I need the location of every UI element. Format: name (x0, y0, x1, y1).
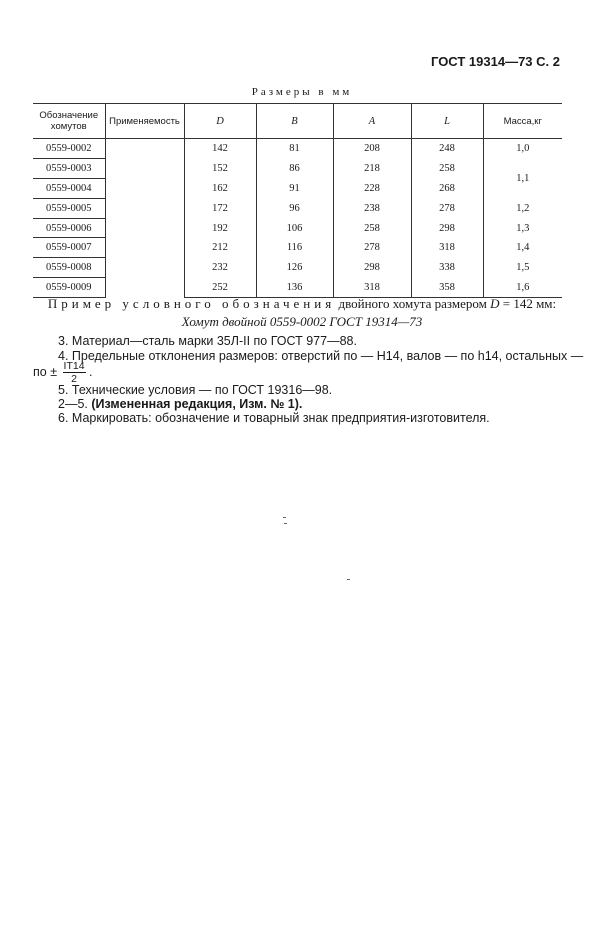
cell-d: 162 (184, 178, 256, 198)
cell-mass: 1,5 (483, 258, 562, 278)
cell-l: 298 (411, 218, 483, 238)
cell-b: 136 (256, 278, 333, 298)
scan-speck (283, 517, 286, 518)
cell-mass: 1,2 (483, 198, 562, 218)
cell-b: 91 (256, 178, 333, 198)
cell-designation: 0559-0007 (33, 238, 105, 258)
cell-designation: 0559-0003 (33, 158, 105, 178)
cell-a: 258 (333, 218, 411, 238)
revision-note: (Измененная редакция, Изм. № 1). (91, 397, 303, 411)
cell-a: 228 (333, 178, 411, 198)
cell-b: 126 (256, 258, 333, 278)
cell-l: 248 (411, 139, 483, 159)
example-variable: D (490, 296, 500, 311)
dimensions-table (33, 103, 562, 298)
cell-mass: 1,1 (483, 158, 562, 198)
example-value: = 142 мм: (502, 296, 557, 311)
cell-designation: 0559-0005 (33, 198, 105, 218)
scan-speck (347, 579, 350, 580)
page-header: ГОСТ 19314—73 С. 2 (431, 54, 560, 69)
example-designation: Хомут двойной 0559-0002 ГОСТ 19314—73 (181, 314, 423, 329)
cell-l: 258 (411, 158, 483, 178)
cell-b: 106 (256, 218, 333, 238)
table-header-row (33, 104, 562, 139)
table-caption: Размеры в мм (251, 86, 353, 98)
example-text: двойного хомута размером (338, 296, 487, 311)
cell-b: 86 (256, 158, 333, 178)
cell-a: 278 (333, 238, 411, 258)
cell-d: 212 (184, 238, 256, 258)
cell-designation: 0559-0002 (33, 139, 105, 159)
item-2-5-revision (58, 397, 302, 411)
item-4-continuation (33, 360, 93, 385)
col-header-l: L (411, 104, 483, 139)
cell-l: 358 (411, 278, 483, 298)
fraction-numerator: IT14 (63, 360, 85, 372)
table-row (33, 139, 562, 159)
col-header-a: A (333, 104, 411, 139)
item-4-prefix: по ± (33, 364, 58, 379)
item-4-fraction (63, 360, 86, 385)
cell-l: 338 (411, 258, 483, 278)
cell-b: 81 (256, 139, 333, 159)
cell-designation: 0559-0008 (33, 258, 105, 278)
cell-d: 152 (184, 158, 256, 178)
revision-prefix: 2—5. (58, 397, 88, 411)
cell-b: 96 (256, 198, 333, 218)
item-6-marking: 6. Маркировать: обозначение и товарный знак предприятия-изготовителя. (58, 411, 490, 425)
cell-mass: 1,0 (483, 139, 562, 159)
cell-a: 238 (333, 198, 411, 218)
item-4-tolerances: 4. Предельные отклонения размеров: отверстий по — H14, валов — по h14, остальных — (58, 349, 584, 363)
scan-speck (284, 523, 287, 524)
cell-a: 318 (333, 278, 411, 298)
cell-l: 268 (411, 178, 483, 198)
cell-mass: 1,3 (483, 218, 562, 238)
cell-d: 172 (184, 198, 256, 218)
fraction-denominator: 2 (71, 373, 77, 385)
col-header-d: D (184, 104, 256, 139)
cell-designation: 0559-0009 (33, 278, 105, 298)
cell-applicability (105, 139, 184, 298)
example-intro (0, 296, 604, 312)
example-spaced-heading: Пример условного обозначения (47, 296, 336, 311)
item-5-conditions: 5. Технические условия — по ГОСТ 19316—98. (58, 383, 333, 397)
cell-a: 298 (333, 258, 411, 278)
item-3-material: 3. Материал—сталь марки 35Л-II по ГОСТ 977—88. (58, 334, 357, 348)
col-header-b: B (256, 104, 333, 139)
cell-l: 278 (411, 198, 483, 218)
cell-designation: 0559-0004 (33, 178, 105, 198)
cell-designation: 0559-0006 (33, 218, 105, 238)
cell-d: 252 (184, 278, 256, 298)
cell-d: 192 (184, 218, 256, 238)
cell-mass: 1,6 (483, 278, 562, 298)
item-4-end: . (89, 364, 93, 379)
cell-a: 208 (333, 139, 411, 159)
col-header-applicability: Применяемость (105, 104, 184, 139)
col-header-mass: Масса,кг (483, 104, 562, 139)
cell-d: 142 (184, 139, 256, 159)
cell-a: 218 (333, 158, 411, 178)
cell-b: 116 (256, 238, 333, 258)
cell-mass: 1,4 (483, 238, 562, 258)
col-header-designation: Обозначение хомутов (33, 104, 105, 139)
cell-l: 318 (411, 238, 483, 258)
cell-d: 232 (184, 258, 256, 278)
